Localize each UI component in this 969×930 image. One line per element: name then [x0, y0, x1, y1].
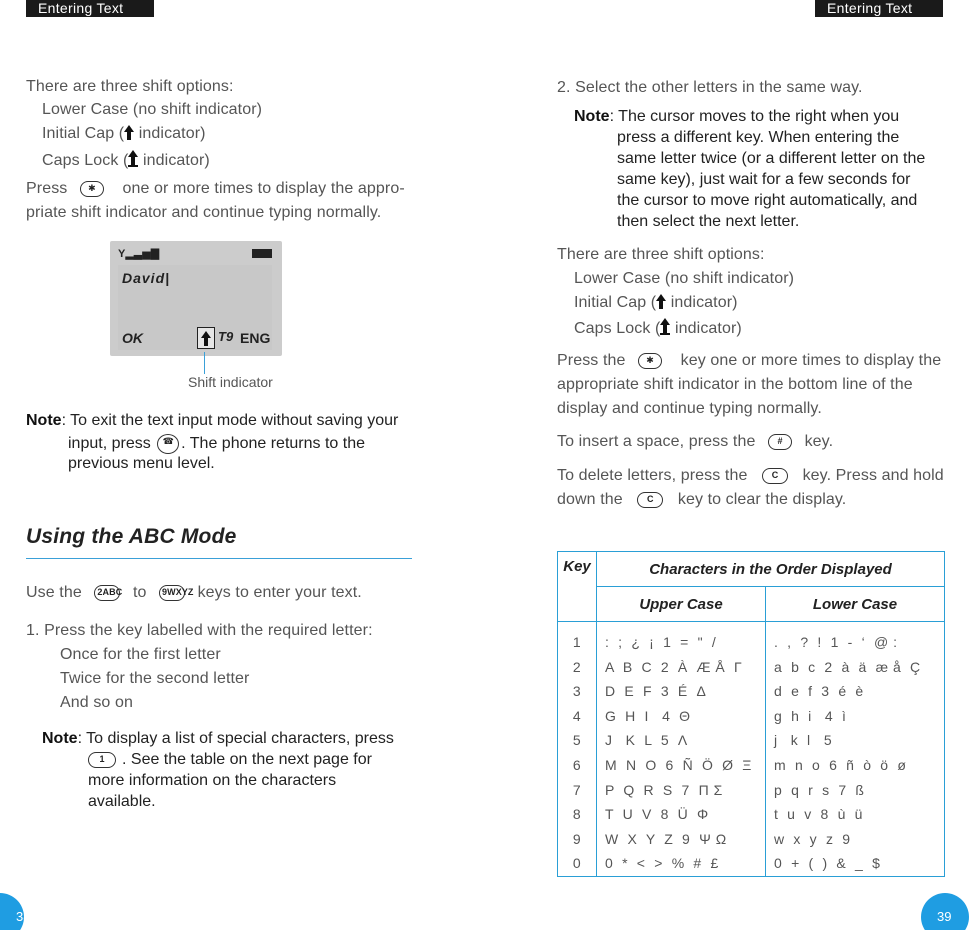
entry-text: David|: [122, 270, 171, 286]
key-cell: 9: [572, 830, 582, 847]
note-cursor: Note: The cursor moves to the right when you: [574, 108, 900, 125]
lower-case-row: m n o 6 ñ ò ö ø: [774, 756, 907, 773]
shift-indicator-box: [197, 327, 215, 349]
key-cell: 4: [572, 707, 582, 724]
upper-case-row: T U V 8 Ü Φ: [605, 806, 709, 823]
caps-lock-icon: [660, 318, 670, 335]
lower-case-row: . , ? ! 1 - ‘ @ :: [774, 634, 898, 650]
press-shift-instruction: Press ✱ one or more times to display the appro-: [26, 180, 405, 197]
note-cursor-line: same key), just wait for a few seconds for: [617, 171, 911, 188]
upper-case-row: 0 * < > % # £: [605, 855, 719, 872]
signal-icon: Y▂▃▅▇: [118, 248, 160, 260]
shift-initial: Initial Cap ( indicator): [42, 125, 206, 142]
upper-case-row: : ; ¿ ¡ 1 = " /: [605, 634, 717, 650]
lower-case-row: w x y z 9: [774, 830, 851, 847]
star-key-icon: ✱: [638, 353, 662, 369]
key-9-icon: 9WXYZ: [159, 585, 185, 601]
shift-initial: Initial Cap ( indicator): [574, 294, 738, 311]
press-shift-instruction: Press the ✱ key one or more times to display the: [557, 352, 942, 369]
key-1-icon: 1: [88, 752, 116, 768]
shift-up-icon: [656, 294, 666, 309]
note-exit-line2: input, press ☎ . The phone returns to the: [68, 435, 365, 453]
press-shift-line2: appropriate shift indicator in the bottom line of the: [557, 376, 913, 393]
lower-case-column: [766, 622, 945, 877]
note-cursor-line: press a different key. When entering the: [617, 129, 900, 146]
upper-case-row: M N O 6 Ñ Ö Ø Ξ: [605, 756, 752, 773]
shift-lower: Lower Case (no shift indicator): [574, 270, 795, 287]
step1: 1. Press the key labelled with the required letter:: [26, 622, 373, 639]
note-cursor-line: same letter twice (or a different letter on the: [617, 150, 926, 167]
upper-case-row: A B C 2 À Æ Å Γ: [605, 658, 743, 675]
shift-caps: Caps Lock ( indicator): [574, 320, 742, 337]
shift-up-icon: [124, 125, 134, 140]
step2: 2. Select the other letters in the same way.: [557, 79, 863, 96]
shift-lower: Lower Case (no shift indicator): [42, 101, 263, 118]
mode-label: ENG: [240, 330, 271, 346]
upper-case-row: P Q R S 7 Π Σ: [605, 781, 723, 798]
upper-case-row: W X Y Z 9 Ψ Ω: [605, 830, 727, 847]
key-2-icon: 2ABC: [94, 585, 120, 601]
key-cell: 7: [572, 781, 582, 798]
t9-icon: T9: [218, 329, 234, 344]
press-shift-line2: priate shift indicator and continue typing normally.: [26, 204, 382, 221]
use-keys-instruction: Use the 2ABC to 9WXYZ keys to enter your text.: [26, 584, 362, 601]
caps-lock-icon: [128, 150, 138, 167]
note-exit-line3: previous menu level.: [68, 455, 215, 472]
clear-key-icon: C: [762, 468, 788, 484]
hash-key-icon: #: [768, 434, 792, 450]
delete-line2: down the C key to clear the display.: [557, 491, 847, 508]
upper-case-row: J K L 5 Λ: [605, 732, 688, 749]
step1-once: Once for the first letter: [60, 646, 221, 663]
header-tab-left: [26, 0, 154, 17]
header-tab-label: Entering Text: [827, 0, 913, 16]
lower-case-row: a b c 2 à ä æ å Ç: [774, 658, 921, 675]
page-number-right: 39: [921, 893, 969, 930]
note-exit: Note: To exit the text input mode without saving your: [26, 412, 399, 429]
note-special-line2: 1 . See the table on the next page for: [88, 751, 372, 769]
lower-case-row: p q r s 7 ß: [774, 781, 865, 798]
phone-display: [110, 241, 282, 356]
key-column-header: Key: [558, 552, 597, 622]
header-tab-label: Entering Text: [38, 0, 124, 16]
shift-intro: There are three shift options:: [557, 246, 765, 263]
shift-caps: Caps Lock ( indicator): [42, 152, 210, 169]
header-tab-right: [815, 0, 943, 17]
lower-case-row: j k l 5: [774, 732, 833, 749]
note-special-line4: available.: [88, 793, 156, 810]
step1-so-on: And so on: [60, 694, 133, 711]
character-table: [557, 551, 945, 877]
key-cell: 8: [572, 806, 582, 823]
shift-up-icon: [201, 331, 211, 346]
lower-case-header: Lower Case: [766, 587, 945, 622]
upper-case-row: G H I 4 Θ: [605, 707, 691, 724]
caption-pointer: [204, 352, 205, 374]
shift-intro: There are three shift options:: [26, 78, 234, 95]
clear-key-icon: C: [637, 492, 663, 508]
upper-case-column: [597, 622, 766, 877]
end-key-icon: ☎: [157, 434, 179, 454]
key-cell: 2: [572, 658, 582, 675]
battery-icon: [252, 249, 272, 258]
key-cell: 6: [572, 756, 582, 773]
note-cursor-line: then select the next letter.: [617, 213, 800, 230]
page-number-left: 38: [0, 893, 24, 930]
star-key-icon: ✱: [80, 181, 104, 197]
lower-case-row: 0 + ( ) & _ $: [774, 855, 881, 872]
key-cell: 0: [572, 855, 582, 872]
softkey-ok: OK: [122, 330, 143, 346]
shift-indicator-caption: Shift indicator: [188, 374, 273, 390]
upper-case-row: D E F 3 É Δ: [605, 683, 707, 700]
lower-case-row: t u v 8 ù ü: [774, 806, 863, 823]
upper-case-header: Upper Case: [597, 587, 766, 622]
note-special: Note: To display a list of special characters, press: [42, 730, 394, 747]
key-cell: 1: [572, 634, 582, 650]
key-cell: 5: [572, 732, 582, 749]
lower-case-row: g h i 4 ì: [774, 707, 847, 724]
heading-rule: [26, 558, 412, 559]
key-column: [558, 622, 597, 877]
delete-instruction: To delete letters, press the C key. Press and hold: [557, 467, 944, 484]
note-cursor-line: the cursor to move right automatically, and: [617, 192, 918, 209]
lower-case-row: d e f 3 é è: [774, 683, 864, 700]
step1-twice: Twice for the second letter: [60, 670, 250, 687]
space-instruction: To insert a space, press the # key.: [557, 433, 834, 450]
press-shift-line3: display and continue typing normally.: [557, 400, 822, 417]
note-special-line3: more information on the characters: [88, 772, 337, 789]
section-heading: Using the ABC Mode: [26, 525, 237, 548]
key-cell: 3: [572, 683, 582, 700]
characters-header: Characters in the Order Displayed: [597, 552, 945, 587]
